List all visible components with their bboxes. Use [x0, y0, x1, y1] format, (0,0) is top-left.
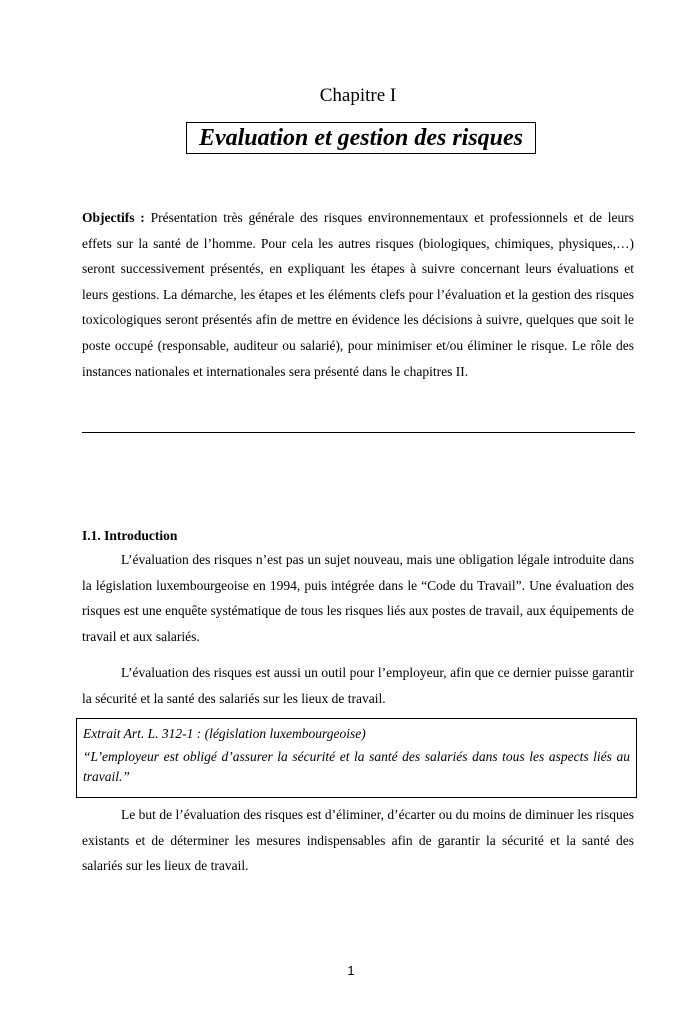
- section-divider: [82, 432, 635, 433]
- section-heading: I.1. Introduction: [82, 528, 178, 543]
- objectives-text: Présentation très générale des risques environnementaux et professionnels et de leurs effets sur la santé de l’homme. Pour cela les autres risques (biologiques, chimiques, physiques,…) seront successivement présentés, en expliquant les étapes à suivre concernant leurs évaluations et leurs gestions. La démarche, les étapes et les éléments clefs pour l’évaluation et la gestion des risques toxicologiques seront présentés afin de mettre en évidence les décisions à suivre, quelques que soit le poste occupé (responsable, auditeur ou salarié), pour minimiser et/ou éliminer le risque. Le rôle des instances nationales et internationales sera présenté dans le chapitres II.: [82, 210, 635, 379]
- legal-extract-box: [76, 718, 637, 798]
- objectives-paragraph: [82, 205, 634, 384]
- chapter-label: Chapitre I: [319, 85, 397, 106]
- legal-extract-quote: “L’employeur est obligé d’assurer la sécurité et la santé des salariés dans tous les aspects liés au travail.”: [83, 749, 630, 784]
- page-number: 1: [347, 963, 355, 978]
- intro-paragraph-3: Le but de l’évaluation des risques est d’éliminer, d’écarter ou du moins de diminuer les risques existants et de déterminer les mesures indispensables afin de garantir la sécurité et la santé des salariés sur les lieux de travail.: [82, 807, 634, 874]
- intro-paragraph-1: L’évaluation des risques n’est pas un sujet nouveau, mais une obligation légale introduite dans la législation luxembourgeoise en 1994, puis intégrée dans le “Code du Travail”. Une évaluation des risques est une enquête systématique de tous les risques liés aux postes de travail, aux équipements de travail et aux salariés.: [82, 552, 634, 644]
- objectives-label: Objectifs :: [82, 210, 145, 225]
- intro-paragraph-2: L’évaluation des risques est aussi un outil pour l’employeur, afin que ce dernier puisse garantir la sécurité et la santé des salariés sur les lieux de travail.: [82, 665, 634, 706]
- legal-extract-source: Extrait Art. L. 312-1 : (législation luxembourgeoise): [83, 726, 366, 741]
- chapter-title: Evaluation et gestion des risques: [186, 122, 536, 154]
